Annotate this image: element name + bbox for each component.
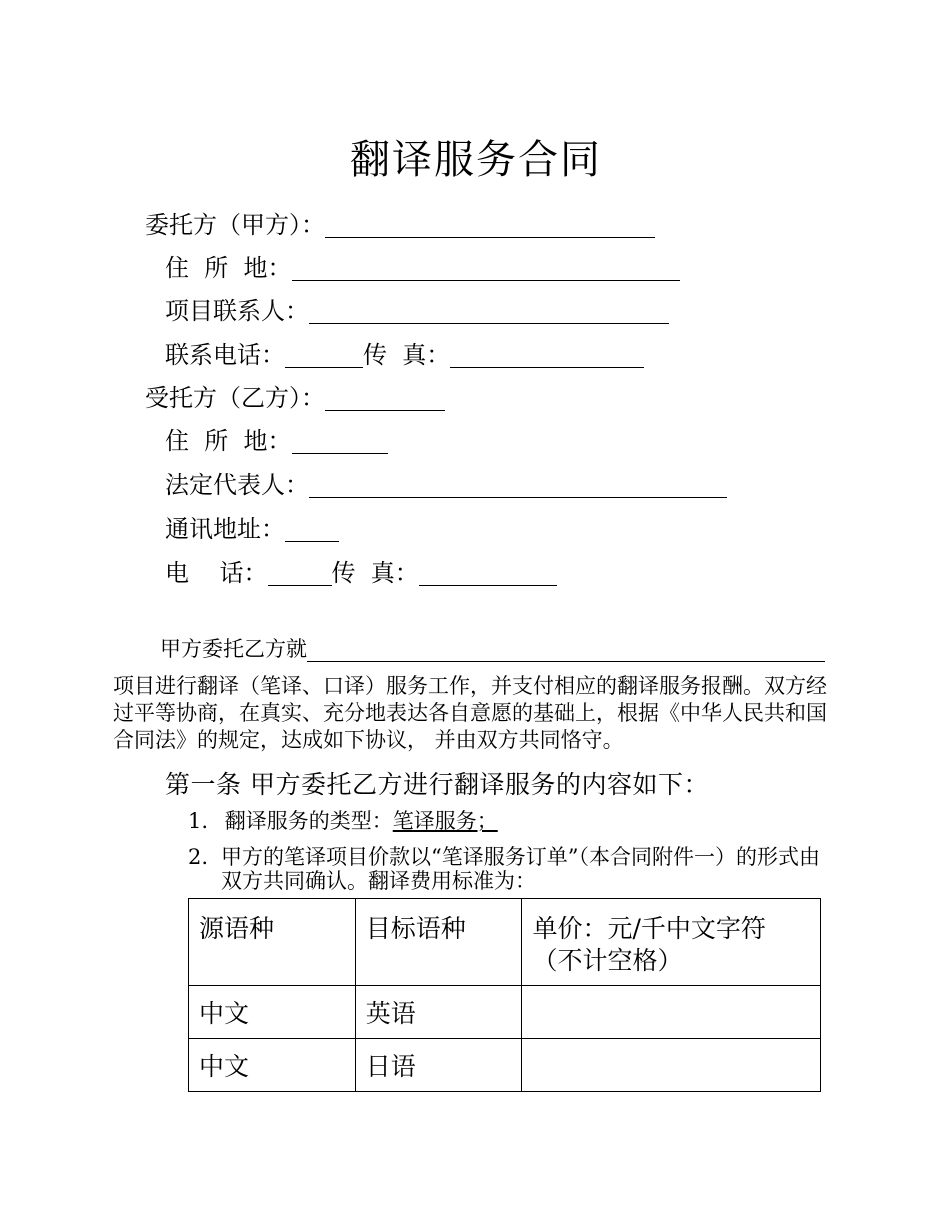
party-b-rep-field[interactable]	[309, 471, 727, 498]
cell-unit-price[interactable]	[522, 1039, 821, 1092]
party-a-address-label: 住 所 地：	[165, 254, 292, 282]
header-source-language: 源语种	[189, 899, 356, 986]
table-row	[189, 1039, 821, 1092]
party-a-phone-label: 联系电话：	[165, 341, 285, 369]
party-a-fax-label: 传 真：	[363, 341, 451, 369]
table-header-row	[189, 899, 821, 986]
cell-source-language: 中文	[189, 1039, 356, 1092]
party-b-address-line	[165, 424, 388, 458]
cell-target-language: 日语	[355, 1039, 522, 1092]
intro-lead: 甲方委托乙方就	[160, 637, 307, 661]
party-b-address-field[interactable]	[292, 427, 388, 454]
party-a-name-field[interactable]	[325, 211, 655, 238]
item-number: 1.	[188, 809, 209, 833]
item-text: 翻译服务的类型：	[224, 809, 393, 833]
rate-table	[188, 898, 821, 1092]
cell-target-language: 英语	[355, 986, 522, 1039]
article-1-item-1	[188, 809, 498, 833]
party-a-address-field[interactable]	[292, 254, 680, 281]
party-b-phone-line	[165, 556, 557, 590]
party-b-rep-line	[165, 468, 727, 502]
cell-source-language: 中文	[189, 986, 356, 1039]
party-a-fax-field[interactable]	[450, 341, 644, 368]
party-a-contact-label: 项目联系人：	[165, 297, 309, 325]
party-a-phone-field[interactable]	[285, 341, 363, 368]
party-a-label: 委托方（甲方）：	[145, 211, 325, 239]
party-b-rep-label: 法定代表人：	[165, 471, 309, 499]
party-a-address-line	[165, 251, 680, 285]
table-row	[189, 986, 821, 1039]
intro-paragraph: 项目进行翻译（笔译、口译）服务工作，并支付相应的翻译服务报酬。双方经过平等协商，在真实、充分地表达各自意愿的基础上，根据《中华人民共和国合同法》的规定，达成如下协议， 并由双方共同恪守。	[113, 674, 827, 752]
party-a-line	[145, 208, 655, 242]
party-b-fax-field[interactable]	[419, 559, 557, 586]
party-b-label: 受托方（乙方）：	[145, 384, 325, 412]
item-number: 2.	[188, 845, 209, 869]
cell-unit-price[interactable]	[522, 986, 821, 1039]
party-a-contact-field[interactable]	[309, 297, 669, 324]
party-a-phone-line	[165, 338, 644, 372]
article-1-heading: 第一条 甲方委托乙方进行翻译服务的内容如下：	[165, 770, 709, 799]
page-title: 翻译服务合同	[350, 137, 602, 183]
header-target-language: 目标语种	[355, 899, 522, 986]
party-b-phone-field[interactable]	[268, 559, 332, 586]
party-b-mail-label: 通讯地址：	[165, 515, 285, 543]
party-a-contact-line	[165, 294, 669, 328]
party-b-mail-line	[165, 512, 339, 546]
party-b-address-label: 住 所 地：	[165, 427, 292, 455]
article-1-item-2	[188, 845, 838, 893]
project-name-field[interactable]	[307, 635, 825, 662]
party-b-line	[145, 381, 445, 415]
header-unit-price: 单价：元/千中文字符（不计空格）	[522, 899, 821, 986]
party-b-name-field[interactable]	[325, 384, 445, 411]
party-b-phone-label: 电 话：	[165, 559, 268, 587]
party-b-fax-label: 传 真：	[331, 559, 419, 587]
service-type-value: 笔译服务；	[392, 809, 498, 833]
intro-lead-line	[160, 632, 825, 666]
party-b-mail-field[interactable]	[285, 515, 339, 542]
item-text: 甲方的笔译项目价款以“笔译服务订单”（本合同附件一）的形式由双方共同确认。翻译费用标准为：	[221, 845, 820, 893]
